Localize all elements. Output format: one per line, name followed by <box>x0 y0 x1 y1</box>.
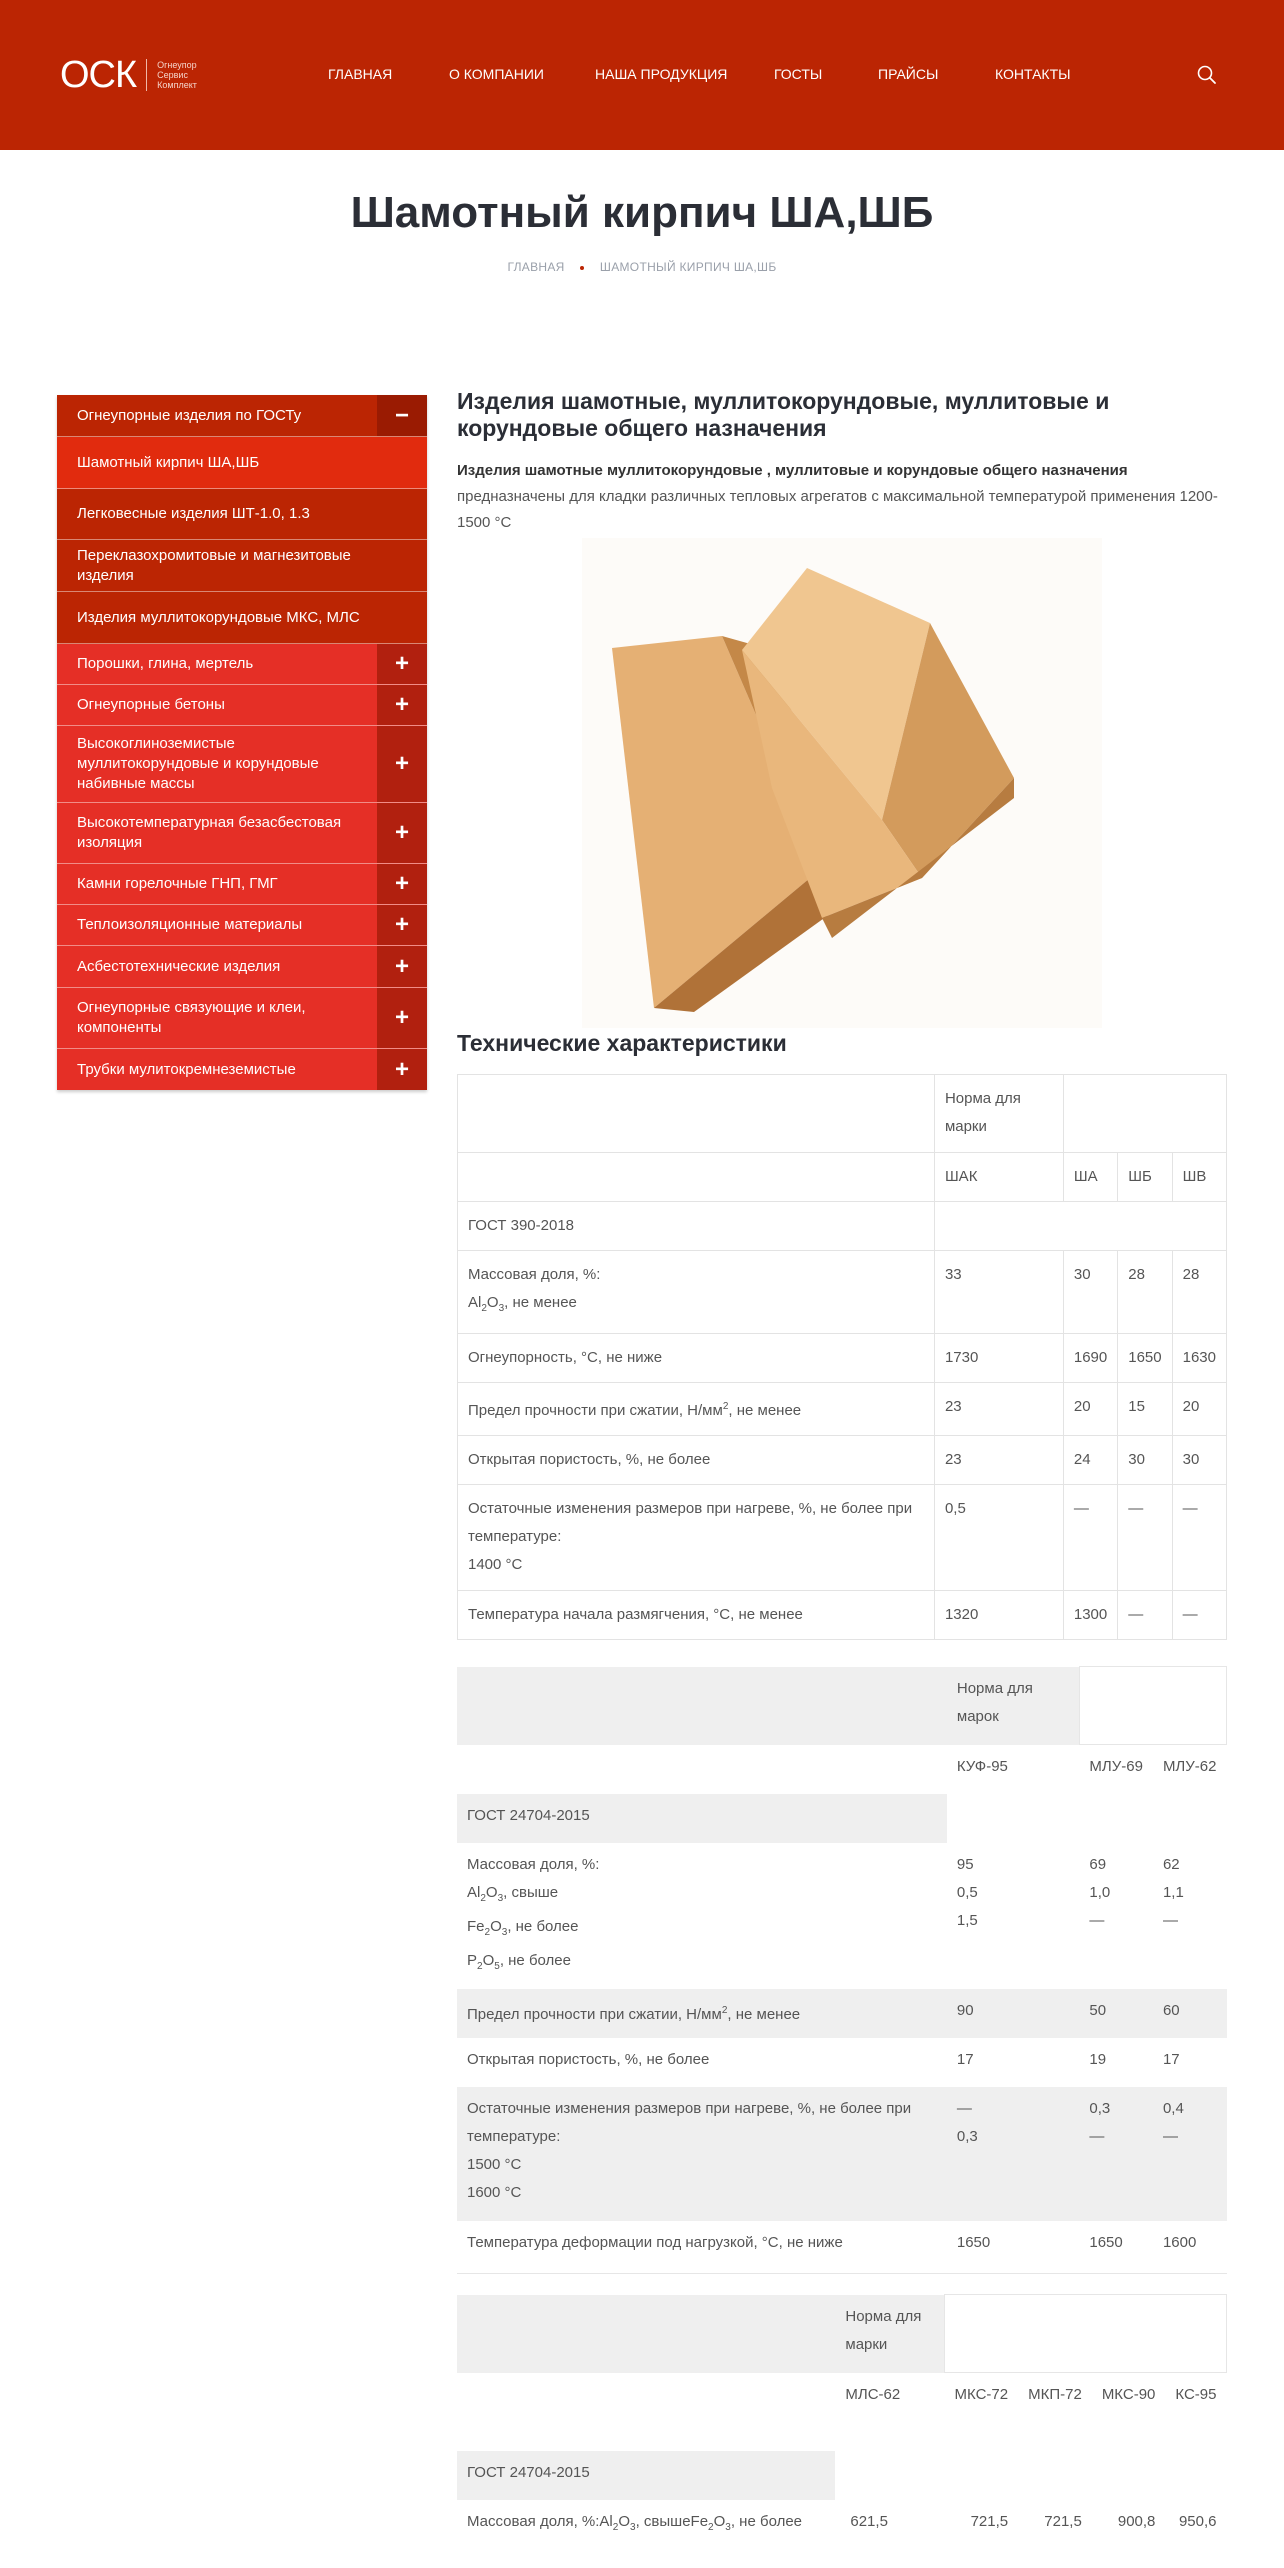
table-row <box>457 2038 1227 2087</box>
table-cell: 1650 <box>1118 1334 1172 1383</box>
table-row <box>457 2500 1227 2568</box>
main-nav <box>0 66 1284 86</box>
table-cell: Массовая доля, %: $Al_2O_3$, не менее <box>458 1251 935 1334</box>
table-cell: 1320 <box>934 1591 1063 1640</box>
table-cell: 24 <box>1063 1436 1117 1485</box>
nav-prices[interactable]: ПРАЙСЫ <box>878 66 939 82</box>
page-title: Шамотный кирпич ША,ШБ <box>350 188 934 237</box>
sidebar-item-asbestos[interactable] <box>57 946 427 988</box>
table-row <box>457 1745 1227 1794</box>
sidebar-item-powders[interactable] <box>57 644 427 685</box>
table-cell: 20 <box>1063 1383 1117 1436</box>
table-row <box>458 1436 1227 1485</box>
breadcrumb-current: ШАМОТНЫЙ КИРПИЧ ША,ШБ <box>599 260 777 274</box>
expand-icon[interactable]: + <box>377 946 427 987</box>
specs-table-gost-24704-a <box>457 1666 1227 2270</box>
table-cell: 1300 <box>1063 1591 1117 1640</box>
content-intro <box>457 458 1227 536</box>
table-cell: 30 <box>1063 1251 1117 1334</box>
table-row <box>457 2087 1227 2221</box>
sidebar-item-label: Высокоглиноземистые муллитокорундовые и корундовые набивные массы <box>77 735 319 792</box>
table-cell: Температура начала размягчения, °С, не менее <box>458 1591 935 1640</box>
sidebar-item-ramming-masses[interactable] <box>57 726 427 803</box>
search-icon[interactable] <box>1196 64 1218 86</box>
sidebar-item-label: Трубки мулитокремнеземистые <box>77 1060 296 1078</box>
table-cell: 721,5 <box>1044 2512 1082 2530</box>
grade-cell: ШВ <box>1172 1153 1226 1202</box>
sidebar-item-label: Высокотемпературная безасбестовая изоляция <box>77 814 342 851</box>
table-cell: 28 <box>1172 1251 1226 1334</box>
table-cell: 17 <box>956 2050 974 2068</box>
expand-icon[interactable]: + <box>377 644 427 684</box>
sidebar-item-label: Легковесные изделия ШТ-1.0, 1.3 <box>77 505 310 522</box>
sidebar-item-label: Огнеупорные изделия по ГОСТу <box>77 406 302 424</box>
table-cell: 721,5 <box>970 2512 1009 2530</box>
table-cell: Массовая доля, $\%:Al_2O_3$, $свышеFe_2O_3$, не более <box>467 2512 803 2533</box>
grade-cell: КС-95 <box>1175 2386 1217 2403</box>
grade-cell: ША <box>1063 1153 1117 1202</box>
table-cell: 95 0,5 1,5 <box>956 1855 978 1929</box>
nav-contacts[interactable]: КОНТАКТЫ <box>995 66 1071 82</box>
main-content <box>457 388 1227 2533</box>
sidebar-item-tubes[interactable] <box>57 1049 427 1090</box>
table-row <box>457 1794 1227 1843</box>
table-row <box>457 2451 1227 2500</box>
sidebar-item-label: Асбестотехнические изделия <box>77 957 281 975</box>
content-heading: Изделия шамотные, муллитокорундовые, муллитовые и корундовые общего назначения <box>457 388 1110 441</box>
sidebar-item-label: Теплоизоляционные материалы <box>77 916 303 933</box>
sidebar-item-periclase[interactable] <box>57 540 427 592</box>
sidebar-item-concrete[interactable] <box>57 685 427 726</box>
grade-cell: КУФ-95 <box>956 1757 1008 1775</box>
sidebar-item-label: Порошки, глина, мертель <box>77 655 254 672</box>
table-header-cell: Норма для марки <box>934 1075 1063 1153</box>
table-row <box>458 1075 1227 1153</box>
sidebar-item-lightweight[interactable] <box>57 489 427 540</box>
table-cell: 1630 <box>1172 1334 1226 1383</box>
table-header-cell: Норма для марки <box>835 2295 944 2373</box>
sidebar-item-gost-products[interactable] <box>57 395 427 437</box>
sidebar-item-thermal-materials[interactable] <box>57 905 427 946</box>
table-cell: 15 <box>1118 1383 1172 1436</box>
table-cell: 62 1,1 — <box>1162 1855 1184 1929</box>
product-image-bricks <box>582 538 1102 1028</box>
grade-cell: МКП-72 <box>1028 2386 1082 2403</box>
table-cell: — <box>1118 1485 1172 1591</box>
grade-cell: МЛУ-62 <box>1162 1758 1217 1775</box>
expand-icon[interactable]: + <box>377 864 427 904</box>
logo-mark: ОСК <box>60 54 137 96</box>
logo-line-1: Огнеупор <box>157 60 197 70</box>
table-cell: 1690 <box>1063 1334 1117 1383</box>
table-cell: Остаточные изменения размеров при нагреве, %, не более при температуре: 1500 °С 1600 °С <box>467 2099 912 2201</box>
gost-cell: ГОСТ 24704-2015 <box>457 1794 947 1843</box>
table-row <box>457 2221 1227 2270</box>
table-cell: Огнеупорность, °С, не ниже <box>458 1334 935 1383</box>
sidebar-item-burner-stones[interactable] <box>57 864 427 905</box>
table-cell: 28 <box>1118 1251 1172 1334</box>
table-cell: 1600 <box>1162 2233 1197 2251</box>
table-cell: 69 1,0 — <box>1089 1855 1111 1929</box>
grade-cell: МКС-90 <box>1101 2386 1156 2403</box>
nav-gosts[interactable]: ГОСТЫ <box>774 66 823 82</box>
table-row <box>458 1153 1227 1202</box>
table-cell: — <box>1172 1591 1226 1640</box>
breadcrumb <box>0 260 1284 274</box>
grade-cell: МЛС-62 <box>845 2385 901 2403</box>
table-cell: — 0,3 <box>956 2099 978 2145</box>
breadcrumb-home[interactable]: ГЛАВНАЯ <box>507 260 565 274</box>
table-cell: — <box>1172 1485 1226 1591</box>
table-cell: — <box>1063 1485 1117 1591</box>
table-cell: 50 <box>1089 2001 1107 2019</box>
table-cell: Открытая пористость, %, не более <box>467 2050 710 2068</box>
intro-rest: предназначены для кладки различных тепловых агрегатов с максимальной температурой применения 1200-1500 °С <box>457 488 1218 531</box>
table-cell: 17 <box>1162 2050 1180 2068</box>
table-row <box>457 2373 1227 2451</box>
table-cell: 0,4 — <box>1162 2099 1184 2145</box>
table-divider <box>457 2273 1227 2274</box>
table-row <box>458 1202 1227 1251</box>
site-header <box>0 0 1284 150</box>
table-cell: 23 <box>934 1436 1063 1485</box>
table-row <box>458 1334 1227 1383</box>
table-cell: Предел прочности при сжатии, $Н/мм^2$, не менее <box>467 2004 801 2023</box>
table-cell: 90 <box>956 2001 974 2019</box>
intro-bold: Изделия шамотные муллитокорундовые , муллитовые и корундовые общего назначения <box>457 462 1128 479</box>
table-cell: 950,6 <box>1178 2512 1217 2530</box>
gost-cell: ГОСТ 24704-2015 <box>457 2451 835 2500</box>
table-row <box>457 1843 1227 1989</box>
grade-cell: ШБ <box>1118 1153 1172 1202</box>
table-cell: 900,8 <box>1117 2512 1156 2530</box>
sidebar-item-label: Шамотный кирпич ША,ШБ <box>77 453 260 471</box>
grade-cell: ШАК <box>934 1153 1063 1202</box>
grade-cell: МЛУ-69 <box>1089 1758 1143 1775</box>
table-row <box>457 1667 1227 1745</box>
sidebar-item-label: Огнеупорные бетоны <box>77 696 225 713</box>
expand-icon[interactable]: + <box>377 803 427 863</box>
sidebar-item-label: Камни горелочные ГНП, ГМГ <box>77 875 278 892</box>
table-cell: Предел прочности при сжатии, $Н/мм^2$, не менее <box>458 1383 935 1436</box>
table-row <box>458 1383 1227 1436</box>
table-cell: 0,3 — <box>1089 2099 1111 2145</box>
logo-line-3: Комплект <box>157 80 197 90</box>
nav-about[interactable]: О КОМПАНИИ <box>449 66 544 82</box>
table-cell: Температура деформации под нагрузкой, °С, не ниже <box>467 2233 843 2251</box>
table-cell: 1650 <box>1089 2233 1123 2251</box>
expand-icon[interactable]: + <box>377 726 427 802</box>
table-cell: Массовая доля, %: $Al_2O_3$, свыше $Fe_2O_3$, не более $P_2O_5$, не более <box>467 1855 600 1972</box>
table-row <box>458 1591 1227 1640</box>
expand-icon[interactable]: + <box>377 905 427 945</box>
table-cell: 1650 <box>956 2233 991 2251</box>
gost-cell: ГОСТ 390-2018 <box>458 1202 935 1251</box>
sidebar-item-label: Огнеупорные связующие и клеи, компоненты <box>77 999 306 1036</box>
sidebar-item-chamotte-brick[interactable] <box>57 437 427 489</box>
sidebar-item-insulation[interactable] <box>57 803 427 864</box>
table-cell: 20 <box>1172 1383 1226 1436</box>
table-row <box>457 1989 1227 2038</box>
table-cell: 19 <box>1089 2050 1107 2068</box>
table-row <box>458 1251 1227 1334</box>
table-cell: 30 <box>1172 1436 1226 1485</box>
sidebar-item-mullite[interactable] <box>57 592 427 644</box>
sidebar-item-binders[interactable] <box>57 988 427 1049</box>
table-header-cell: Норма для марок <box>947 1667 1079 1745</box>
table-cell: — <box>1118 1591 1172 1640</box>
nav-products[interactable]: НАША ПРОДУКЦИЯ <box>595 66 728 82</box>
table-cell: Остаточные изменения размеров при нагреве, %, не более при температуре: 1400 °С <box>458 1485 935 1591</box>
table-cell: Открытая пористость, %, не более <box>458 1436 935 1485</box>
table-cell: 1730 <box>934 1334 1063 1383</box>
expand-icon[interactable]: + <box>377 1049 427 1090</box>
table-cell: 33 <box>934 1251 1063 1334</box>
sidebar-item-label: Переклазохромитовые и магнезитовые изделия <box>77 546 351 584</box>
sidebar-item-label: Изделия муллитокорундовые МКС, МЛС <box>77 608 360 626</box>
nav-home[interactable]: ГЛАВНАЯ <box>328 66 393 82</box>
table-cell: 60 <box>1162 2001 1180 2019</box>
table-row <box>457 2295 1227 2373</box>
category-sidebar <box>57 395 427 1090</box>
specs-table-gost-390 <box>457 1074 1227 1640</box>
collapse-icon[interactable]: − <box>377 395 427 436</box>
grade-cell: МКС-72 <box>954 2386 1009 2403</box>
expand-icon[interactable]: + <box>377 988 427 1048</box>
table-cell: 30 <box>1118 1436 1172 1485</box>
table-row <box>458 1485 1227 1591</box>
logo-line-2: Сервис <box>157 70 188 80</box>
expand-icon[interactable]: + <box>377 685 427 725</box>
table-cell: 621,5 <box>850 2512 888 2530</box>
specs-table-gost-24704-b <box>457 2294 1227 2568</box>
tech-specs-heading: Технические характеристики <box>457 1030 787 1056</box>
table-cell: 23 <box>934 1383 1063 1436</box>
breadcrumb-separator <box>580 266 584 270</box>
table-cell: 0,5 <box>934 1485 1063 1591</box>
